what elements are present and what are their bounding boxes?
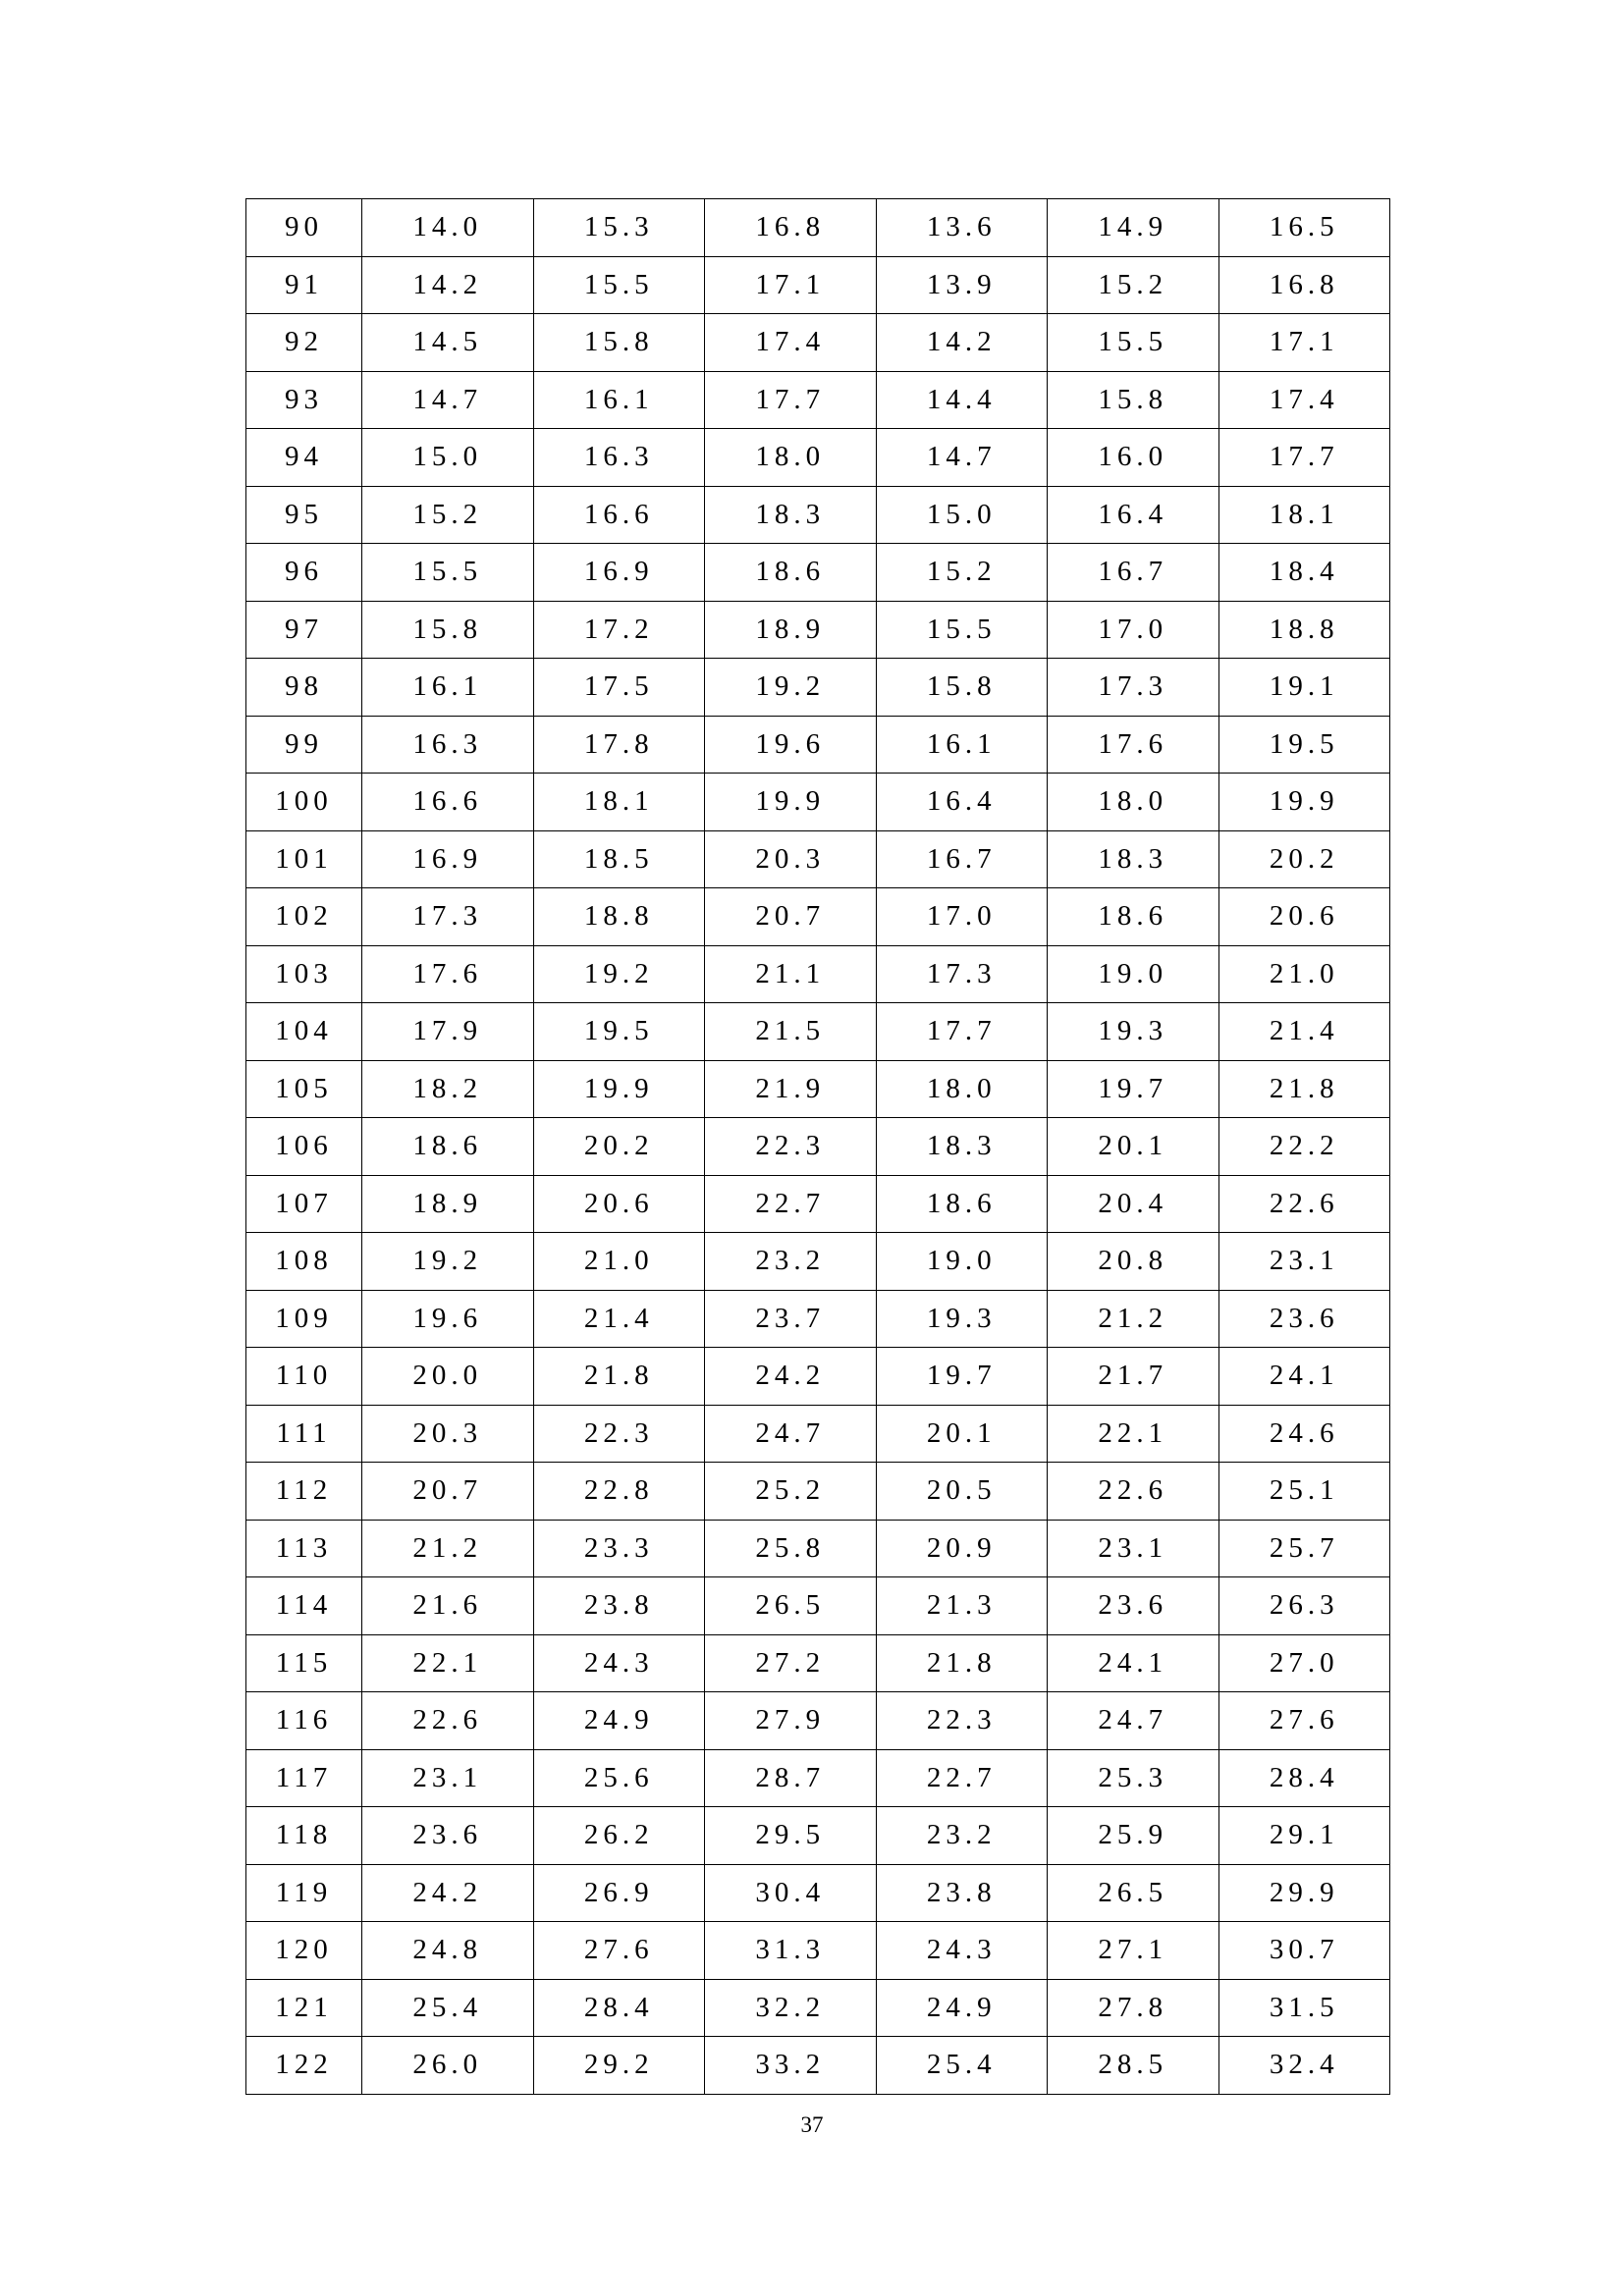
table-cell: 22.6: [362, 1692, 534, 1750]
table-cell: 21.5: [705, 1003, 877, 1061]
table-cell: 18.8: [533, 888, 705, 946]
table-cell: 23.1: [1048, 1520, 1219, 1577]
table-cell: 18.5: [533, 830, 705, 888]
table-cell: 28.5: [1048, 2037, 1219, 2095]
table-cell: 16.8: [705, 199, 877, 257]
row-index-cell: 113: [246, 1520, 362, 1577]
table-cell: 25.1: [1218, 1463, 1390, 1521]
table-cell: 14.2: [362, 256, 534, 314]
table-row: [246, 716, 1390, 774]
table-cell: 23.1: [362, 1749, 534, 1807]
row-index-cell: 102: [246, 888, 362, 946]
row-index-cell: 93: [246, 371, 362, 429]
row-index-cell: 112: [246, 1463, 362, 1521]
row-index-cell: 114: [246, 1577, 362, 1635]
table-cell: 17.4: [705, 314, 877, 372]
table-cell: 20.7: [705, 888, 877, 946]
table-cell: 18.6: [362, 1118, 534, 1176]
table-cell: 17.7: [705, 371, 877, 429]
table-cell: 20.2: [1218, 830, 1390, 888]
table-cell: 24.1: [1218, 1348, 1390, 1406]
table-cell: 31.5: [1218, 1979, 1390, 2037]
table-cell: 18.6: [876, 1175, 1048, 1233]
table-cell: 18.6: [705, 544, 877, 602]
table-cell: 17.0: [876, 888, 1048, 946]
table-body: [246, 199, 1390, 2095]
row-index-cell: 118: [246, 1807, 362, 1865]
table-cell: 16.6: [362, 774, 534, 831]
row-index-cell: 106: [246, 1118, 362, 1176]
table-cell: 21.1: [705, 945, 877, 1003]
table-row: [246, 1118, 1390, 1176]
table-cell: 19.6: [362, 1290, 534, 1348]
table-cell: 14.4: [876, 371, 1048, 429]
table-row: [246, 830, 1390, 888]
page-number: 37: [800, 2112, 824, 2137]
table-cell: 22.3: [533, 1405, 705, 1463]
table-cell: 23.8: [533, 1577, 705, 1635]
table-cell: 18.1: [533, 774, 705, 831]
table-cell: 15.5: [876, 601, 1048, 659]
table-cell: 22.7: [876, 1749, 1048, 1807]
table-cell: 16.5: [1218, 199, 1390, 257]
table-cell: 15.8: [876, 659, 1048, 717]
table-cell: 27.6: [1218, 1692, 1390, 1750]
table-cell: 30.4: [705, 1864, 877, 1922]
table-cell: 17.3: [876, 945, 1048, 1003]
row-index-cell: 122: [246, 2037, 362, 2095]
table-cell: 23.8: [876, 1864, 1048, 1922]
table-cell: 26.2: [533, 1807, 705, 1865]
table-cell: 27.2: [705, 1634, 877, 1692]
table-cell: 27.1: [1048, 1922, 1219, 1980]
table-row: [246, 486, 1390, 544]
table-cell: 17.4: [1218, 371, 1390, 429]
table-cell: 23.2: [705, 1233, 877, 1291]
table-cell: 21.0: [1218, 945, 1390, 1003]
table-cell: 29.9: [1218, 1864, 1390, 1922]
table-cell: 22.8: [533, 1463, 705, 1521]
table-cell: 20.2: [533, 1118, 705, 1176]
table-cell: 15.5: [1048, 314, 1219, 372]
table-cell: 19.0: [876, 1233, 1048, 1291]
table-cell: 25.7: [1218, 1520, 1390, 1577]
table-cell: 24.2: [705, 1348, 877, 1406]
table-cell: 15.2: [362, 486, 534, 544]
table-cell: 19.1: [1218, 659, 1390, 717]
table-cell: 20.8: [1048, 1233, 1219, 1291]
table-cell: 22.1: [362, 1634, 534, 1692]
table-cell: 17.1: [1218, 314, 1390, 372]
table-row: [246, 1060, 1390, 1118]
table-cell: 18.9: [705, 601, 877, 659]
table-cell: 29.2: [533, 2037, 705, 2095]
table-cell: 28.4: [533, 1979, 705, 2037]
table-cell: 24.6: [1218, 1405, 1390, 1463]
table-cell: 24.2: [362, 1864, 534, 1922]
table-cell: 20.1: [1048, 1118, 1219, 1176]
table-row: [246, 2037, 1390, 2095]
row-index-cell: 97: [246, 601, 362, 659]
row-index-cell: 103: [246, 945, 362, 1003]
table-cell: 26.3: [1218, 1577, 1390, 1635]
table-cell: 18.0: [876, 1060, 1048, 1118]
row-index-cell: 90: [246, 199, 362, 257]
table-row: [246, 1348, 1390, 1406]
table-row: [246, 774, 1390, 831]
table-row: [246, 199, 1390, 257]
table-cell: 22.6: [1218, 1175, 1390, 1233]
row-index-cell: 101: [246, 830, 362, 888]
table-row: [246, 1233, 1390, 1291]
table-cell: 15.3: [533, 199, 705, 257]
table-cell: 14.2: [876, 314, 1048, 372]
table-row: [246, 1290, 1390, 1348]
table-row: [246, 1749, 1390, 1807]
table-cell: 17.2: [533, 601, 705, 659]
row-index-cell: 105: [246, 1060, 362, 1118]
table-cell: 24.3: [533, 1634, 705, 1692]
table-cell: 23.3: [533, 1520, 705, 1577]
table-row: [246, 1520, 1390, 1577]
row-index-cell: 116: [246, 1692, 362, 1750]
table-cell: 16.8: [1218, 256, 1390, 314]
table-cell: 16.6: [533, 486, 705, 544]
table-cell: 16.9: [533, 544, 705, 602]
table-cell: 21.4: [1218, 1003, 1390, 1061]
table-cell: 14.9: [1048, 199, 1219, 257]
table-row: [246, 1577, 1390, 1635]
table-cell: 15.2: [876, 544, 1048, 602]
table-cell: 27.8: [1048, 1979, 1219, 2037]
table-row: [246, 1807, 1390, 1865]
table-cell: 20.3: [362, 1405, 534, 1463]
table-cell: 21.9: [705, 1060, 877, 1118]
table-cell: 19.5: [1218, 716, 1390, 774]
table-cell: 26.0: [362, 2037, 534, 2095]
table-cell: 17.7: [1218, 429, 1390, 487]
table-cell: 25.4: [362, 1979, 534, 2037]
table-cell: 17.3: [362, 888, 534, 946]
data-table: [245, 198, 1390, 2095]
table-cell: 18.3: [705, 486, 877, 544]
table-row: [246, 371, 1390, 429]
table-cell: 16.9: [362, 830, 534, 888]
row-index-cell: 110: [246, 1348, 362, 1406]
table-cell: 17.0: [1048, 601, 1219, 659]
table-cell: 19.9: [1218, 774, 1390, 831]
table-cell: 17.6: [362, 945, 534, 1003]
table-cell: 14.0: [362, 199, 534, 257]
table-cell: 28.4: [1218, 1749, 1390, 1807]
table-cell: 18.0: [705, 429, 877, 487]
table-cell: 22.3: [705, 1118, 877, 1176]
table-cell: 22.1: [1048, 1405, 1219, 1463]
table-row: [246, 1175, 1390, 1233]
table-cell: 26.9: [533, 1864, 705, 1922]
table-cell: 18.4: [1218, 544, 1390, 602]
table-cell: 25.2: [705, 1463, 877, 1521]
table-cell: 16.3: [362, 716, 534, 774]
table-cell: 24.3: [876, 1922, 1048, 1980]
table-row: [246, 1634, 1390, 1692]
table-cell: 19.2: [705, 659, 877, 717]
table-cell: 15.0: [876, 486, 1048, 544]
table-row: [246, 1864, 1390, 1922]
table-cell: 23.2: [876, 1807, 1048, 1865]
table-cell: 18.3: [1048, 830, 1219, 888]
table-cell: 16.7: [876, 830, 1048, 888]
table-cell: 18.9: [362, 1175, 534, 1233]
row-index-cell: 115: [246, 1634, 362, 1692]
table-cell: 19.7: [876, 1348, 1048, 1406]
table-cell: 20.5: [876, 1463, 1048, 1521]
table-row: [246, 1463, 1390, 1521]
table-cell: 26.5: [705, 1577, 877, 1635]
table-cell: 19.2: [533, 945, 705, 1003]
table-cell: 30.7: [1218, 1922, 1390, 1980]
table-cell: 14.7: [362, 371, 534, 429]
table-cell: 27.0: [1218, 1634, 1390, 1692]
table-row: [246, 1405, 1390, 1463]
table-cell: 14.5: [362, 314, 534, 372]
table-cell: 21.6: [362, 1577, 534, 1635]
table-cell: 16.1: [533, 371, 705, 429]
table-row: [246, 1922, 1390, 1980]
table-cell: 20.1: [876, 1405, 1048, 1463]
table-cell: 23.1: [1218, 1233, 1390, 1291]
row-index-cell: 98: [246, 659, 362, 717]
table-cell: 15.5: [362, 544, 534, 602]
table-cell: 28.7: [705, 1749, 877, 1807]
row-index-cell: 92: [246, 314, 362, 372]
table-cell: 19.3: [1048, 1003, 1219, 1061]
table-cell: 21.8: [533, 1348, 705, 1406]
table-cell: 26.5: [1048, 1864, 1219, 1922]
table-cell: 16.7: [1048, 544, 1219, 602]
table-cell: 24.7: [1048, 1692, 1219, 1750]
table-cell: 21.8: [1218, 1060, 1390, 1118]
table-cell: 21.3: [876, 1577, 1048, 1635]
table-cell: 19.9: [705, 774, 877, 831]
table-cell: 18.8: [1218, 601, 1390, 659]
row-index-cell: 96: [246, 544, 362, 602]
table-row: [246, 1979, 1390, 2037]
table-cell: 19.9: [533, 1060, 705, 1118]
table-cell: 19.3: [876, 1290, 1048, 1348]
table-row: [246, 256, 1390, 314]
table-cell: 15.2: [1048, 256, 1219, 314]
table-cell: 19.2: [362, 1233, 534, 1291]
table-cell: 17.5: [533, 659, 705, 717]
table-cell: 23.6: [362, 1807, 534, 1865]
table-cell: 13.6: [876, 199, 1048, 257]
table-cell: 16.4: [876, 774, 1048, 831]
table-row: [246, 1692, 1390, 1750]
table-cell: 25.4: [876, 2037, 1048, 2095]
row-index-cell: 119: [246, 1864, 362, 1922]
row-index-cell: 107: [246, 1175, 362, 1233]
table-cell: 24.9: [876, 1979, 1048, 2037]
table-cell: 15.5: [533, 256, 705, 314]
row-index-cell: 111: [246, 1405, 362, 1463]
table-cell: 20.7: [362, 1463, 534, 1521]
row-index-cell: 120: [246, 1922, 362, 1980]
table-cell: 17.8: [533, 716, 705, 774]
table-cell: 13.9: [876, 256, 1048, 314]
table-cell: 27.6: [533, 1922, 705, 1980]
table-row: [246, 314, 1390, 372]
table-cell: 33.2: [705, 2037, 877, 2095]
table-cell: 17.3: [1048, 659, 1219, 717]
table-row: [246, 888, 1390, 946]
table-cell: 24.1: [1048, 1634, 1219, 1692]
table-row: [246, 601, 1390, 659]
table-cell: 25.9: [1048, 1807, 1219, 1865]
table-cell: 17.9: [362, 1003, 534, 1061]
row-index-cell: 91: [246, 256, 362, 314]
table-cell: 22.6: [1048, 1463, 1219, 1521]
table-cell: 22.2: [1218, 1118, 1390, 1176]
table-cell: 19.7: [1048, 1060, 1219, 1118]
table-cell: 17.7: [876, 1003, 1048, 1061]
table-cell: 16.0: [1048, 429, 1219, 487]
row-index-cell: 104: [246, 1003, 362, 1061]
table-cell: 18.3: [876, 1118, 1048, 1176]
table-cell: 29.5: [705, 1807, 877, 1865]
table-cell: 17.6: [1048, 716, 1219, 774]
table-cell: 16.3: [533, 429, 705, 487]
table-cell: 24.7: [705, 1405, 877, 1463]
table-cell: 20.3: [705, 830, 877, 888]
table-cell: 32.4: [1218, 2037, 1390, 2095]
table-cell: 19.0: [1048, 945, 1219, 1003]
table-cell: 16.4: [1048, 486, 1219, 544]
table-cell: 21.0: [533, 1233, 705, 1291]
table-row: [246, 1003, 1390, 1061]
table-cell: 25.8: [705, 1520, 877, 1577]
table-row: [246, 659, 1390, 717]
table-cell: 14.7: [876, 429, 1048, 487]
row-index-cell: 94: [246, 429, 362, 487]
table-cell: 31.3: [705, 1922, 877, 1980]
table-cell: 22.7: [705, 1175, 877, 1233]
table-cell: 24.8: [362, 1922, 534, 1980]
table-cell: 20.6: [1218, 888, 1390, 946]
table-row: [246, 945, 1390, 1003]
table-cell: 18.0: [1048, 774, 1219, 831]
table-cell: 18.6: [1048, 888, 1219, 946]
table-cell: 19.5: [533, 1003, 705, 1061]
row-index-cell: 117: [246, 1749, 362, 1807]
table-cell: 24.9: [533, 1692, 705, 1750]
table-row: [246, 429, 1390, 487]
table-cell: 21.4: [533, 1290, 705, 1348]
table-cell: 25.6: [533, 1749, 705, 1807]
table-cell: 15.8: [533, 314, 705, 372]
table-cell: 32.2: [705, 1979, 877, 2037]
row-index-cell: 100: [246, 774, 362, 831]
table-cell: 22.3: [876, 1692, 1048, 1750]
table-cell: 15.8: [362, 601, 534, 659]
table-cell: 18.2: [362, 1060, 534, 1118]
row-index-cell: 99: [246, 716, 362, 774]
table-cell: 21.8: [876, 1634, 1048, 1692]
table-cell: 15.8: [1048, 371, 1219, 429]
table-cell: 23.7: [705, 1290, 877, 1348]
table-cell: 18.1: [1218, 486, 1390, 544]
table-cell: 20.4: [1048, 1175, 1219, 1233]
row-index-cell: 108: [246, 1233, 362, 1291]
table-cell: 21.2: [362, 1520, 534, 1577]
table-cell: 15.0: [362, 429, 534, 487]
row-index-cell: 95: [246, 486, 362, 544]
table-cell: 27.9: [705, 1692, 877, 1750]
table-cell: 19.6: [705, 716, 877, 774]
table-cell: 20.0: [362, 1348, 534, 1406]
table-cell: 29.1: [1218, 1807, 1390, 1865]
row-index-cell: 109: [246, 1290, 362, 1348]
table-cell: 20.6: [533, 1175, 705, 1233]
table-cell: 21.7: [1048, 1348, 1219, 1406]
table-row: [246, 544, 1390, 602]
table-cell: 17.1: [705, 256, 877, 314]
table-cell: 23.6: [1048, 1577, 1219, 1635]
row-index-cell: 121: [246, 1979, 362, 2037]
table-cell: 16.1: [362, 659, 534, 717]
table-cell: 20.9: [876, 1520, 1048, 1577]
table-cell: 16.1: [876, 716, 1048, 774]
table-cell: 21.2: [1048, 1290, 1219, 1348]
table-cell: 23.6: [1218, 1290, 1390, 1348]
table-cell: 25.3: [1048, 1749, 1219, 1807]
